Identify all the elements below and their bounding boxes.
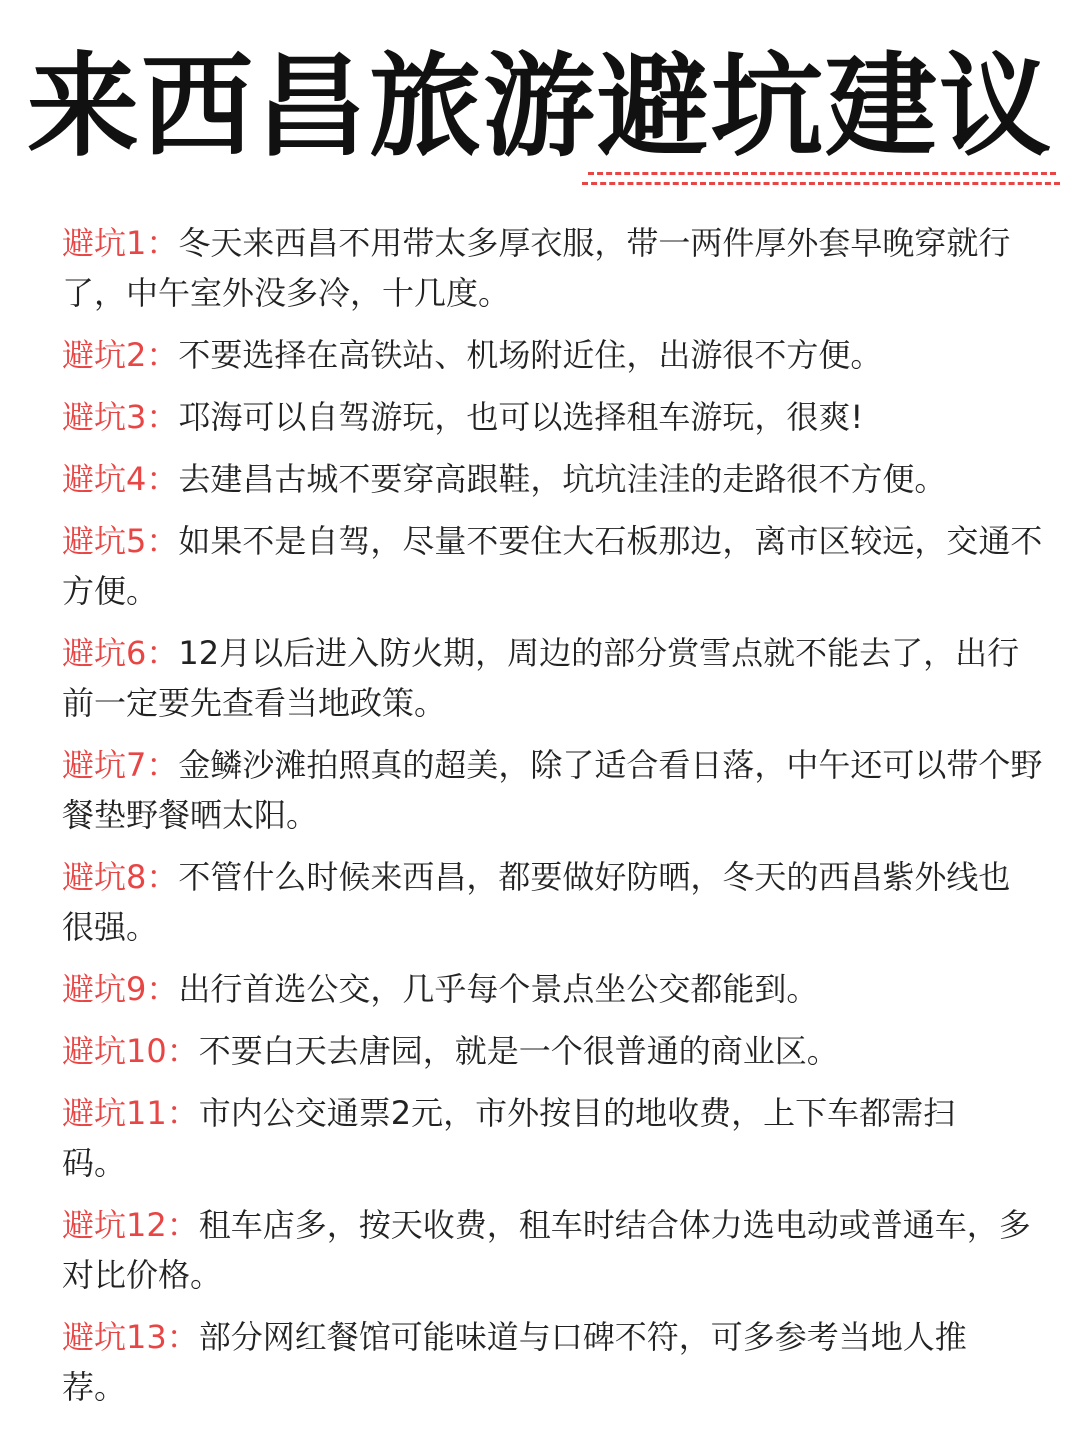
tip-label: 避坑8： <box>62 858 179 896</box>
tip-text: 12月以后进入防火期，周边的部分赏雪点就不能去了，出行前一定要先查看当地政策。 <box>62 634 1020 722</box>
tip-item-8 <box>62 852 1052 952</box>
title-underline-dash-2 <box>582 182 1060 185</box>
tip-label: 避坑13： <box>62 1318 199 1356</box>
title-underline-dash <box>588 172 1056 175</box>
tip-item-6 <box>62 628 1052 728</box>
tip-text: 邛海可以自驾游玩，也可以选择租车游玩，很爽! <box>178 398 864 436</box>
tip-text: 不要选择在高铁站、机场附近住，出游很不方便。 <box>178 336 883 374</box>
tip-text: 租车店多，按天收费，租车时结合体力选电动或普通车，多对比价格。 <box>62 1206 1031 1294</box>
tip-label: 避坑11： <box>62 1094 199 1132</box>
tip-text: 不管什么时候来西昌，都要做好防晒，冬天的西昌紫外线也很强。 <box>62 858 1011 946</box>
tip-item-11 <box>62 1088 1052 1188</box>
tip-text: 市内公交通票2元，市外按目的地收费，上下车都需扫码。 <box>62 1094 956 1182</box>
tip-item-9 <box>62 964 1052 1014</box>
tip-item-1 <box>62 218 1052 318</box>
tip-label: 避坑6： <box>62 634 179 672</box>
tip-text: 部分网红餐馆可能味道与口碑不符，可多参考当地人推荐。 <box>62 1318 967 1406</box>
tip-label: 避坑10： <box>62 1032 199 1070</box>
tip-label: 避坑1： <box>62 224 179 262</box>
tip-item-3 <box>62 392 1052 442</box>
tip-text: 冬天来西昌不用带太多厚衣服，带一两件厚外套早晚穿就行了，中午室外没多冷，十几度。 <box>62 224 1011 312</box>
tip-label: 避坑3： <box>62 398 179 436</box>
tip-label: 避坑2： <box>62 336 179 374</box>
tip-text: 不要白天去唐园，就是一个很普通的商业区。 <box>198 1032 839 1070</box>
tip-label: 避坑4： <box>62 460 179 498</box>
tip-item-7 <box>62 740 1052 840</box>
tip-item-13 <box>62 1312 1052 1412</box>
tip-text: 去建昌古城不要穿高跟鞋，坑坑洼洼的走路很不方便。 <box>178 460 947 498</box>
tip-label: 避坑5： <box>62 522 179 560</box>
tip-label: 避坑7： <box>62 746 179 784</box>
tip-item-5 <box>62 516 1052 616</box>
tip-text: 如果不是自驾，尽量不要住大石板那边，离市区较远，交通不方便。 <box>62 522 1043 610</box>
tip-text: 金鳞沙滩拍照真的超美，除了适合看日落，中午还可以带个野餐垫野餐晒太阳。 <box>62 746 1043 834</box>
tips-list <box>62 218 1052 1412</box>
tip-text: 出行首选公交，几乎每个景点坐公交都能到。 <box>178 970 819 1008</box>
tip-item-2 <box>62 330 1052 380</box>
tip-item-10 <box>62 1026 1052 1076</box>
page-title: 来西昌旅游避坑建议 <box>27 42 1053 172</box>
tip-label: 避坑12： <box>62 1206 199 1244</box>
tip-item-4 <box>62 454 1052 504</box>
tip-item-12 <box>62 1200 1052 1300</box>
tip-label: 避坑9： <box>62 970 179 1008</box>
